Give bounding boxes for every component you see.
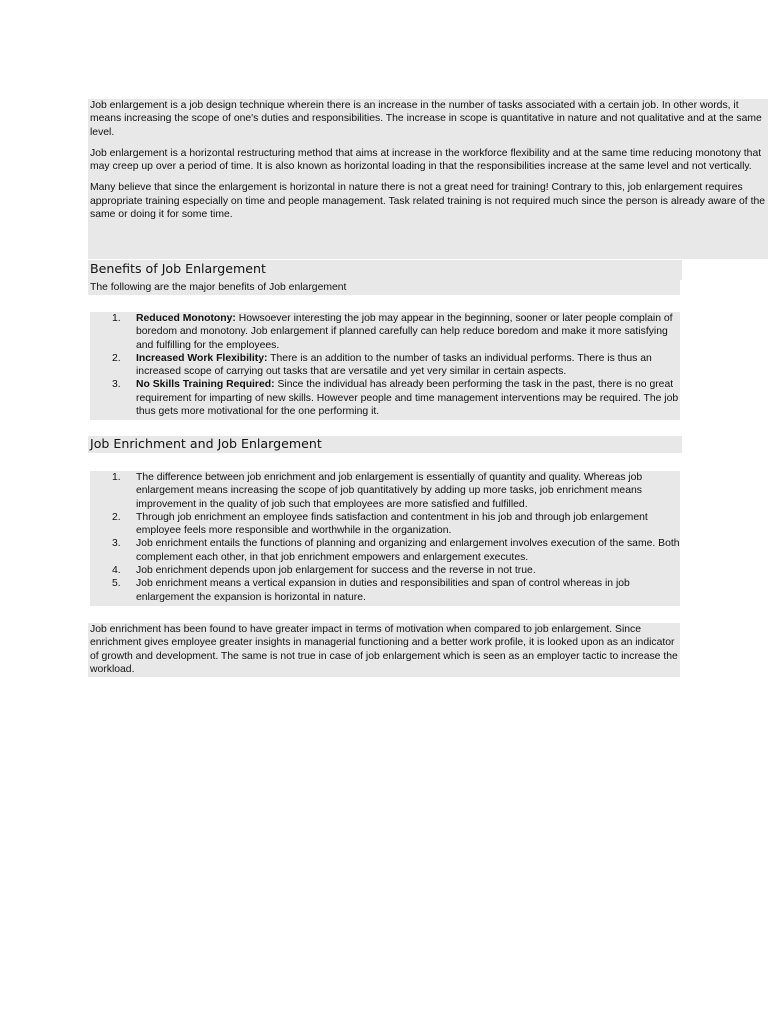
enrichment-list-block <box>90 471 680 606</box>
list-item-text: The difference between job enrichment and job enlargement is essentially of quantity and quality. Whereas job enlargement means increasing the scope of job quantitatively by adding up more tasks, job enrichment means improvement in the quality of job such that employees are more satisfied and fulfilled. <box>136 472 643 510</box>
conclusion-block <box>88 623 680 677</box>
enrichment-heading: Job Enrichment and Job Enlargement <box>88 436 682 453</box>
list-item-number: 5. <box>112 578 121 590</box>
intro-paragraph-2: Job enlargement is a horizontal restructuring method that aims at increase in the workforce flexibility and at the same time reducing monotony that may creep up over a period of time. It is also known as horizontal loading in that the responsibilities increase at the same level and not vertically. <box>90 147 762 173</box>
list-item-text: Since the individual has already been performing the task in the past, there is no great requirement for imparting of new skills. However people and time management interventions may be required. The job thus gets more motivational for the one performing it. <box>136 379 679 418</box>
intro-paragraph-3: Many believe that since the enlargement is horizontal in nature there is not a great need for training! Contrary to this, job enlargement requires appropriate training especially on time and people management. Task related training is not required much since the person is already aware of the same or doing it for some time. <box>90 182 766 221</box>
list-item-text: Howsoever interesting the job may appear in the beginning, sooner or later people complain of boredom and monotony. Job enlargement if planned carefully can help reduce boredom and make it more satisfying and fulfilling for the employees. <box>136 313 673 351</box>
list-item <box>90 352 680 379</box>
list-item-text: Job enrichment means a vertical expansion in duties and responsibilities and span of control whereas in job enlargement the expansion is horizontal in nature. <box>136 578 630 603</box>
list-item <box>90 564 680 577</box>
list-item-number: 3. <box>112 379 121 391</box>
list-item-number: 2. <box>112 352 121 364</box>
list-item-title: Increased Work Flexibility: <box>136 352 268 364</box>
list-item-number: 3. <box>112 538 121 550</box>
benefits-list <box>90 312 680 418</box>
list-item <box>90 312 680 352</box>
benefits-intro-block <box>88 280 680 295</box>
enrichment-list <box>90 471 680 604</box>
benefits-intro-text: The following are the major benefits of Job enlargement <box>90 282 347 293</box>
list-item-number: 1. <box>112 313 121 324</box>
intro-paragraph-1: Job enlargement is a job design technique wherein there is an increase in the number of tasks associated with a certain job. In other words, it means increasing the scope of one's duties and responsibilities. The increase in scope is quantitative in nature and not qualitative and at the same level. <box>90 100 762 138</box>
list-item-number: 1. <box>112 472 121 483</box>
list-item-text: Job enrichment depends upon job enlargement for success and the reverse in not true. <box>136 565 536 577</box>
benefits-heading: Benefits of Job Enlargement <box>88 260 682 280</box>
intro-block <box>88 99 768 259</box>
list-item <box>90 577 680 604</box>
conclusion-paragraph: Job enrichment has been found to have greater impact in terms of motivation when compared to job enlargement. Since enrichment gives employee greater insights in managerial functioning and a better work profile, it is looked upon as an indicator of growth and development. The same is not true in case of job enlargement which is seen as an employer tactic to increase the workload. <box>90 624 678 675</box>
list-item <box>90 511 680 538</box>
list-item <box>90 537 680 564</box>
benefits-list-block <box>90 312 680 420</box>
list-item-title: Reduced Monotony: <box>136 313 236 324</box>
list-item <box>90 471 680 511</box>
list-item-number: 4. <box>112 565 121 577</box>
list-item-title: No Skills Training Required: <box>136 379 275 391</box>
list-item-text: There is an addition to the number of tasks an individual performs. There is thus an increased scope of carrying out tasks that are versatile and yet very similar in certain aspects. <box>136 352 652 378</box>
list-item-text: Through job enrichment an employee finds satisfaction and contentment in his job and through job enlargement employee feels more responsible and worthwhile in the organization. <box>136 511 648 537</box>
list-item-number: 2. <box>112 511 121 523</box>
list-item-text: Job enrichment entails the functions of planning and organizing and enlargement involves execution of the same. Both complement each other, in that job enrichment empowers and enlargement executes. <box>136 538 680 563</box>
list-item <box>90 378 680 418</box>
